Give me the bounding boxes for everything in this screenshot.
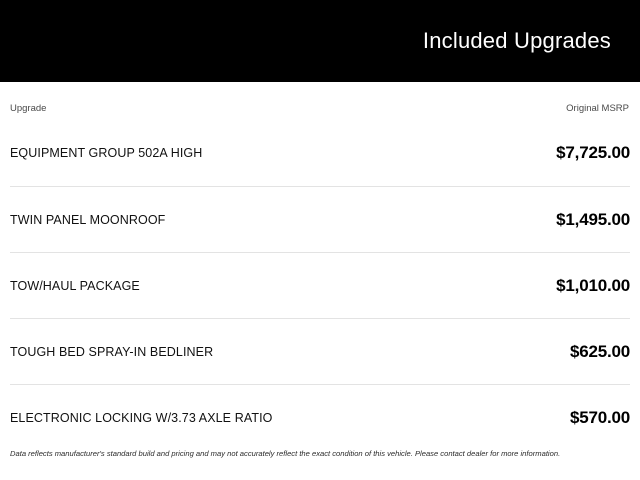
upgrade-name: TWIN PANEL MOONROOF — [10, 212, 166, 227]
table-row — [10, 252, 630, 318]
upgrades-table — [0, 82, 640, 450]
table-column-headers — [10, 82, 630, 116]
table-row — [10, 186, 630, 252]
upgrade-name: ELECTRONIC LOCKING W/3.73 AXLE RATIO — [10, 410, 273, 425]
upgrade-name: TOW/HAUL PACKAGE — [10, 278, 140, 293]
upgrade-price: $7,725.00 — [556, 143, 630, 162]
page-title: Included Upgrades — [422, 28, 611, 53]
upgrade-price: $570.00 — [569, 407, 630, 427]
table-row — [10, 318, 630, 384]
upgrade-name: TOUGH BED SPRAY-IN BEDLINER — [10, 344, 214, 359]
column-header-msrp: Original MSRP — [566, 103, 629, 114]
table-body — [10, 120, 630, 450]
disclaimer-text: Data reflects manufacturer's standard build and pricing and may not accurately reflect the exact condition of this vehicle. Please contact dealer for more information. — [10, 448, 561, 458]
table-row — [10, 120, 630, 186]
table-row — [10, 384, 630, 450]
upgrade-name: EQUIPMENT GROUP 502A HIGH — [10, 146, 203, 160]
upgrade-price: $1,495.00 — [556, 209, 630, 229]
upgrade-price: $1,010.00 — [556, 275, 630, 295]
column-header-upgrade: Upgrade — [10, 103, 47, 114]
page-header — [0, 0, 640, 82]
upgrade-price: $625.00 — [569, 341, 630, 361]
